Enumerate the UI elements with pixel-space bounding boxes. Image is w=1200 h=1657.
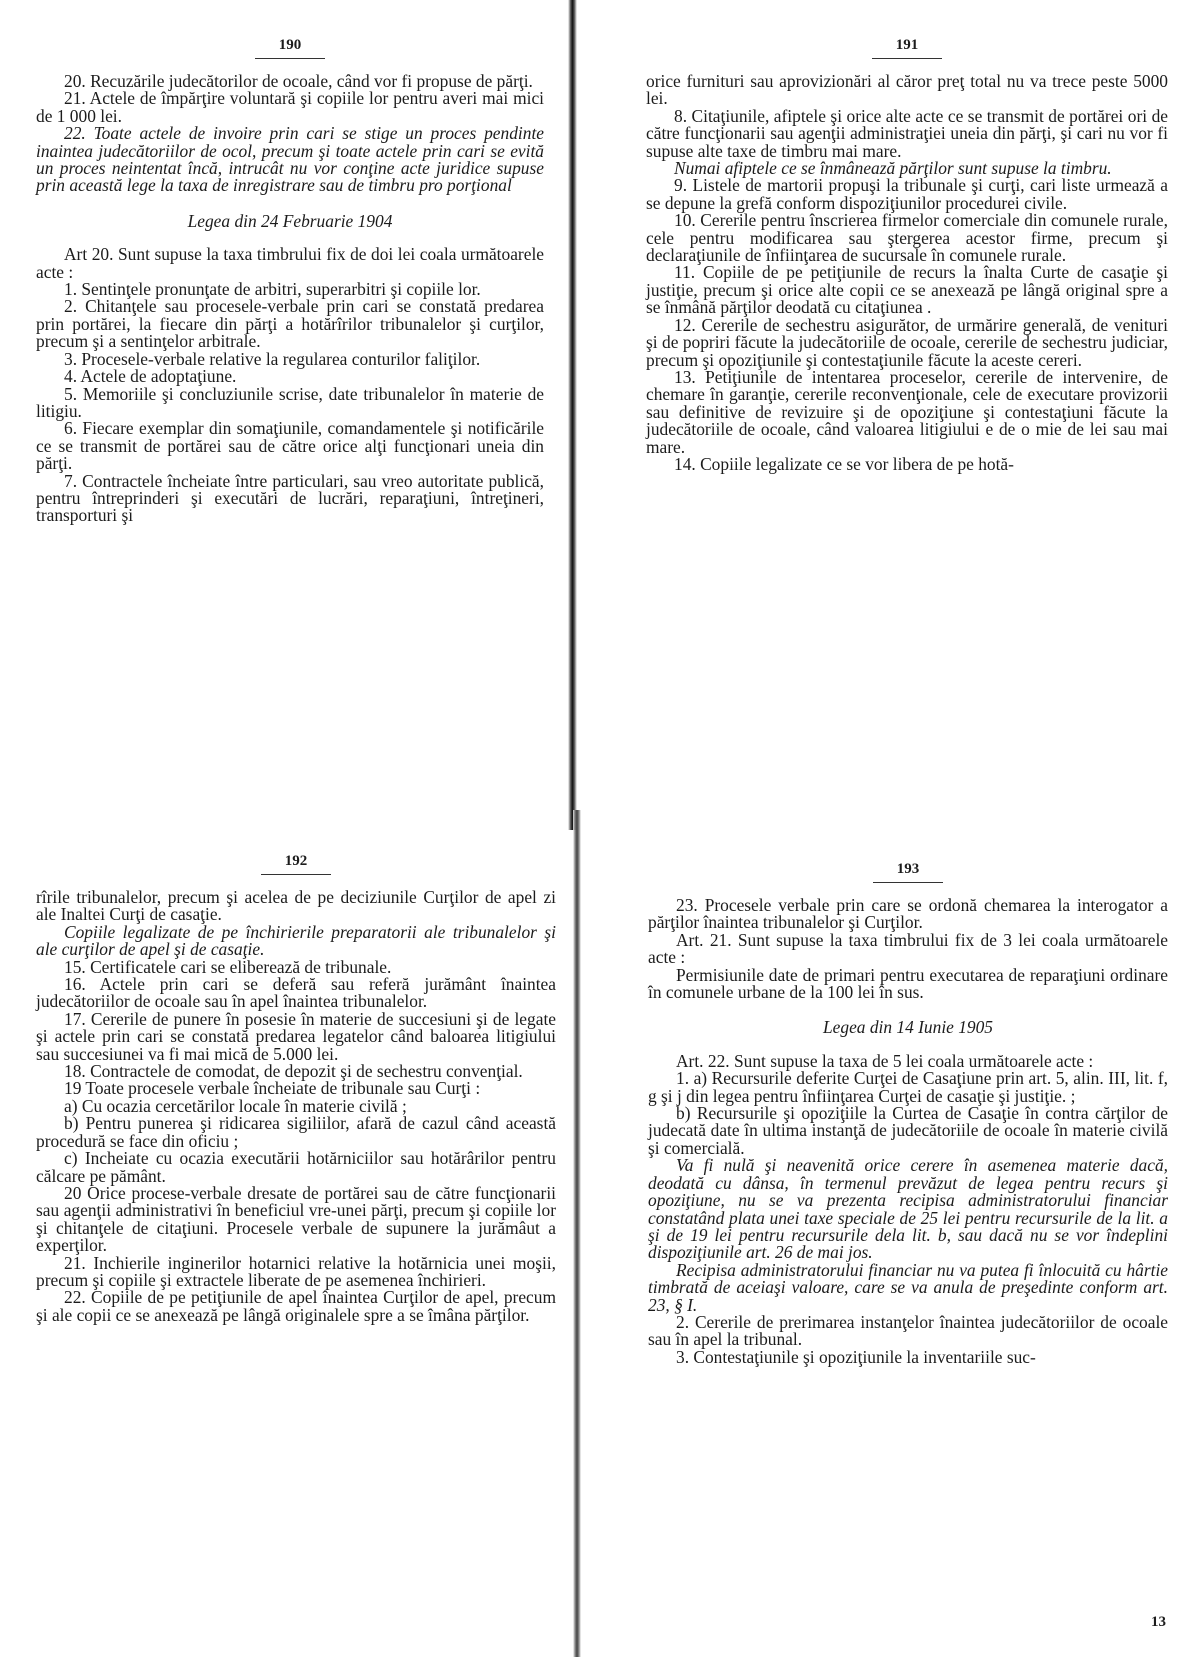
paragraph: 21. Inchierile inginerilor hotarnici relative la hotărnicia unei moşii, precum şi copiile şi extractele liberate de pe asemenea închirieri.: [36, 1252, 556, 1290]
paragraph: 9. Listele de martorii propuşi la tribunale şi curţi, cari liste urmează a se depune la grefă conform dispoziţiunilor procedurei civile.: [646, 175, 1168, 213]
scan-corner-number: 13: [1151, 1614, 1166, 1630]
paragraph: 1. a) Recursurile deferite Curţei de Casaţiune prin art. 5, alin. III, lit. f, g şi j din legea pentru înfiinţarea Curţei de casaţie şi justiţie. ;: [648, 1068, 1168, 1106]
law-heading: Legea din 24 Februarie 1904: [187, 210, 393, 231]
page-number-rule: [261, 874, 331, 875]
page-191: [646, 36, 1168, 473]
book-gutter-bottom: [573, 810, 581, 1657]
page-number-rule: [255, 58, 325, 59]
paragraph: Numai afiptele ce se înmânează părţilor sunt supuse la timbru.: [674, 158, 1112, 179]
page-number: 192: [284, 853, 308, 869]
paragraph: Permisiunile date de primari pentru executarea de reparaţiuni ordinare în comunele urbane de la 100 lei în sus.: [648, 964, 1168, 1003]
paragraph: 15. Certificatele cari se eliberează de tribunale.: [64, 956, 392, 977]
paragraph: 8. Citaţiunile, afiptele şi orice alte acte ce se transmit de portărei ori de către funcţionarii sau agenţii administraţiei uneia din părţi, şi cari nu vor fi supuse alte taxe de timbru mai mare.: [646, 105, 1168, 161]
page-193: [648, 860, 1168, 1366]
paragraph: 10. Cererile pentru înscrierea firmelor comerciale din comunele rurale, cele pentru modificarea sau ştergerea acestor firme, precum şi declaraţiunile de înfiinţarea de sucursale în comunele rurale.: [646, 210, 1168, 266]
paragraph: 16. Actele prin cari se deferă sau referă jurământ înaintea judecătoriilor de ocoale sau în apel înaintea tribunalelor.: [36, 974, 556, 1012]
paragraph: Recipisa administratorului financiar nu va putea fi înlocuită cu hârtie timbrată de aceiaşi valoare, care se va anula de preşedinte conform art. 23, § I.: [648, 1259, 1168, 1315]
paragraph: 6. Fiecare exemplar din somaţiunile, comandamentele şi notificările ce se transmit de portărei sau de către orice alţi funcţionari uneia din părţi.: [36, 418, 544, 474]
paragraph: 20 Orice procese-verbale dresate de portărei sau de către funcţionarii sau agenţii administrativi în beneficiul vre-unei părţi, precum şi copiile lor şi chitanţele de citaţiuni. Procesele verbale de supunere la jurămâut a experţilor.: [36, 1182, 556, 1256]
page-190: [36, 36, 544, 525]
paragraph: 11. Copiile de pe petiţiunile de recurs la înalta Curte de casaţie şi justiţie, precum şi orice alte copii ce se anexează pe lângă original spre a se înmână părţilor deodată cu citaţiunea .: [646, 262, 1168, 318]
paragraph: Art. 21. Sunt supuse la taxa timbrului fix de 3 lei coala următoarele acte :: [648, 929, 1168, 968]
page-number: 193: [896, 861, 920, 877]
paragraph: c) Incheiate cu ocazia executării hotărniciilor sau hotărârilor pentru călcare pe pământ.: [36, 1148, 556, 1186]
page-body: [36, 889, 556, 1324]
paragraph: 12. Cererile de sechestru asigurător, de urmărire generală, de venituri şi de popriri făcute la judecătoriile de ocoale, cererile de sechestru judiciar, precum şi opoziţiunile şi contestaţiunile făcute la aceste cereri.: [646, 314, 1168, 370]
page-number: 191: [895, 37, 919, 53]
paragraph: Copiile legalizate de pe închirierile preparatorii ale tribunalelor şi ale curţilor de apel şi de casaţie.: [36, 921, 556, 960]
page-body: [646, 73, 1168, 473]
paragraph: a) Cu ocazia cercetărilor locale în materie civilă ;: [64, 1095, 407, 1116]
paragraph: 14. Copiile legalizate ce se vor libera de pe hotă-: [674, 453, 1014, 474]
paragraph: 5. Memoriile şi concluziunile scrise, date tribunalelor în materie de litigiu.: [36, 383, 544, 421]
paragraph: 2. Chitanţele sau procesele-verbale prin cari se constată predarea prin portărei, la fiecare din părţi a hotărîrilor tribunalelor şi curţilor, precum şi a sentinţelor arbitrale.: [36, 296, 544, 352]
page-number-rule: [872, 58, 942, 59]
paragraph: 18. Contractele de comodat, de depozit şi de sechestru convenţial.: [64, 1061, 523, 1082]
page-number-rule: [873, 882, 943, 883]
paragraph: 21. Actele de împărţire voluntară şi copiile lor pentru averi mai mici de 1 000 lei.: [36, 88, 544, 126]
paragraph: 3. Contestaţiunile şi opoziţiunile la inventariile suc-: [676, 1346, 1036, 1367]
paragraph: Art. 22. Sunt supuse la taxa de 5 lei coala următoarele acte :: [676, 1050, 1094, 1071]
paragraph: 13. Petiţiunile de intentarea proceselor, cererile de intervenire, de chemare în garanţie, cererile reconvenţionale, cele de executare provizorii sau definitive de revizuire şi de opoziţiune şi contestaţiuni făcute la judecătoriile de ocoale, când valoarea litigiului e de o mie de lei sau mai mare.: [646, 366, 1168, 457]
law-heading: Legea din 14 Iunie 1905: [822, 1017, 994, 1038]
paragraph: 17. Cererile de punere în posesie în materie de succesiuni şi de legate şi actele prin cari se constată predarea legatelor când baloarea litigiului sau succesiunei va fi mai mică de 5.000 lei.: [36, 1008, 556, 1064]
page-body: [36, 73, 544, 525]
paragraph: 4. Actele de adoptaţiune.: [64, 366, 237, 387]
paragraph: rîrile tribunalelor, precum şi acelea de pe deciziunile Curţilor de apel zi ale Inaltei Curţi de casaţie.: [36, 887, 556, 925]
paragraph: 23. Procesele verbale prin care se ordonă chemarea la interogator a părţilor înaintea tribunalelor şi Curţilor.: [648, 895, 1168, 933]
page-192: [36, 852, 556, 1324]
paragraph: Art 20. Sunt supuse la taxa timbrului fix de doi lei coala următoarele acte :: [36, 244, 544, 282]
paragraph: 22. Copiile de pe petiţiunile de apel înaintea Curţilor de apel, precum şi ale copii ce se anexează pe lângă originalele spre a se îmâna părţilor.: [36, 1287, 556, 1325]
page-body: [648, 897, 1168, 1366]
book-gutter-top: [568, 0, 577, 830]
paragraph: 7. Contractele încheiate între particulari, sau vreo autoritate publică, pentru întreprinderi şi executări de lucrări, reparaţiuni, întreţineri, transporturi şi: [36, 470, 544, 526]
paragraph: orice furnituri sau aprovizionări al căror preţ total nu va trece peste 5000 lei.: [646, 71, 1168, 109]
paragraph: 3. Procesele-verbale relative la regularea conturilor faliţilor.: [64, 348, 481, 369]
paragraph: 20. Recuzările judecătorilor de ocoale, când vor fi propuse de părţi.: [64, 71, 533, 91]
paragraph: b) Pentru punerea şi ridicarea sigiliilor, afară de cazul când această procedură se face din oficiu ;: [36, 1113, 556, 1151]
paragraph: b) Recursurile şi opoziţiile la Curtea de Casaţie în contra cărţilor de judecată date în ultima instanţă de judecătoriile de ocoale în materie civilă şi comercială.: [648, 1103, 1168, 1158]
page-number: 190: [278, 37, 302, 53]
paragraph: 2. Cererile de prerimarea instanţelor înaintea judecătoriilor de ocoale sau în apel la tribunal.: [648, 1311, 1168, 1350]
paragraph: Va fi nulă şi neavenită orice cerere în asemenea materie dacă, deodată cu dânsa, în termenul prevăzut de legea pentru recurs şi opoziţiune, nu se va prezenta recipisa administratorului financiar constatând plata unei taxe speciale de 25 lei pentru recursurile de la lit. a şi de 19 lei pentru recursurile dela lit. b, sau dacă nu se vor îndeplini dispoziţiunile art. 26 de mai jos.: [648, 1155, 1168, 1263]
paragraph: 1. Sentinţele pronunţate de arbitri, superarbitri şi copiile lor.: [64, 279, 481, 300]
paragraph: 22. Toate actele de invoire prin cari se stige un proces pendinte inaintea judecătoriilor de ocol, precum şi toate actele prin cari se evită un proces neintentat încă, intrucât nu vor conţine acte juridice supuse prin această lege la taxa de inregistrare sau de timbru pro porţional: [36, 123, 544, 196]
paragraph: 19 Toate procesele verbale încheiate de tribunale sau Curţi :: [64, 1078, 481, 1099]
